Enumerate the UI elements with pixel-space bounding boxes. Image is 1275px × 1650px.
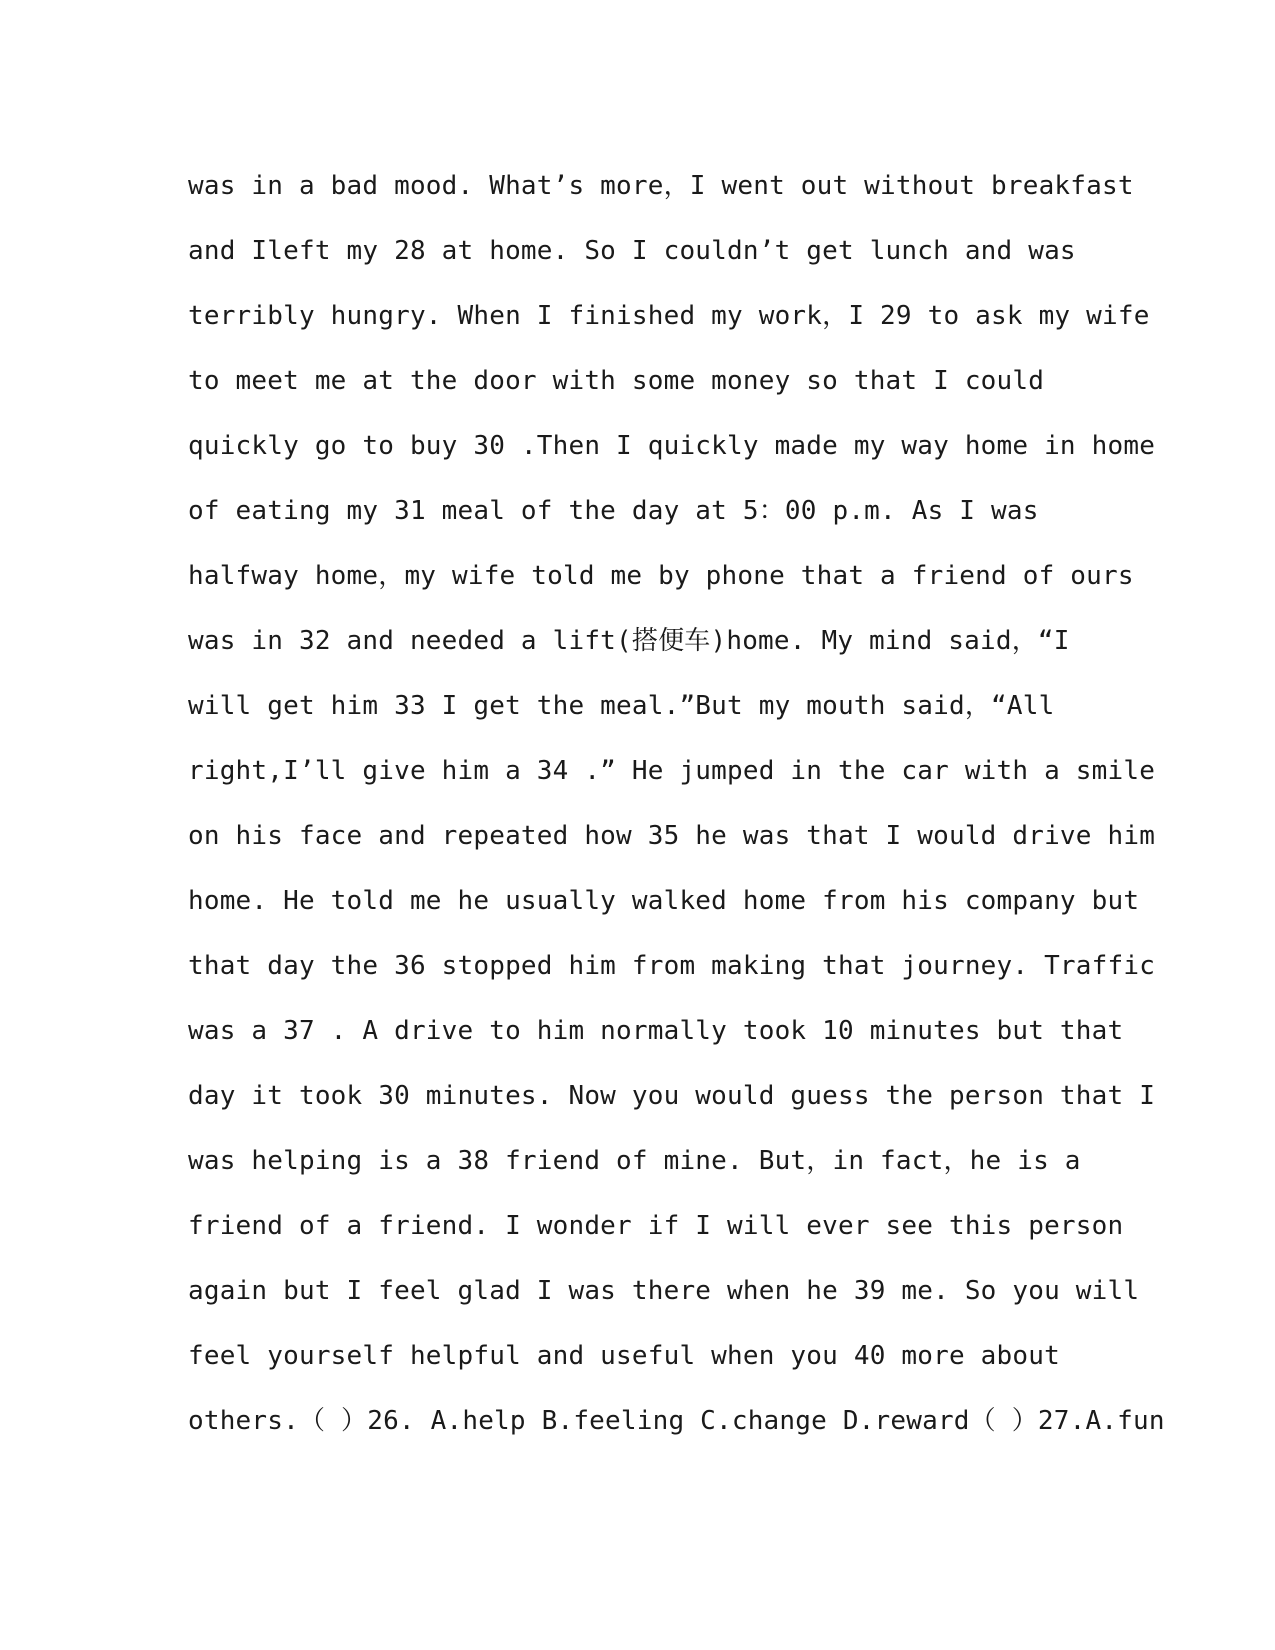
text-line: that day the 36 stopped him from making that journey. Traffic [188, 951, 1156, 981]
text-line: again but I feel glad I was there when he 39 me. So you will [188, 1276, 1140, 1306]
text-line: quickly go to buy 30 .Then I quickly made my way home in home [188, 431, 1156, 461]
text-line: will get him 33 I get the meal.”But my mouth said，“All [188, 691, 1055, 721]
text-line: was a 37 . A drive to him normally took 10 minutes but that [188, 1016, 1124, 1046]
text-line: home. He told me he usually walked home from his company but [188, 886, 1140, 916]
text-line: and Ileft my 28 at home. So I couldn’t get lunch and was [188, 236, 1076, 266]
text-line: others.（ ）26. A.help B.feeling C.change D.reward（ ）27.A.fun [188, 1406, 1165, 1436]
text-line: halfway home，my wife told me by phone that a friend of ours [188, 561, 1134, 591]
text-line: feel yourself helpful and useful when you 40 more about [188, 1341, 1060, 1371]
passage-text [188, 166, 1165, 1466]
text-line: on his face and repeated how 35 he was that I would drive him [188, 821, 1156, 851]
text-line: friend of a friend. I wonder if I will ever see this person [188, 1211, 1124, 1241]
text-line: of eating my 31 meal of the day at 5：00 p.m. As I was [188, 496, 1039, 526]
text-line: was in 32 and needed a lift(搭便车)home. My mind said，“I [188, 626, 1070, 656]
text-line: terribly hungry. When I finished my work，I 29 to ask my wife [188, 301, 1150, 331]
text-line: right,I’ll give him a 34 .” He jumped in the car with a smile [188, 756, 1156, 786]
text-line: to meet me at the door with some money so that I could [188, 366, 1045, 396]
text-line: was helping is a 38 friend of mine. But，in fact，he is a [188, 1146, 1081, 1176]
text-line: was in a bad mood. What’s more，I went out without breakfast [188, 171, 1134, 201]
text-line: day it took 30 minutes. Now you would guess the person that I [188, 1081, 1156, 1111]
